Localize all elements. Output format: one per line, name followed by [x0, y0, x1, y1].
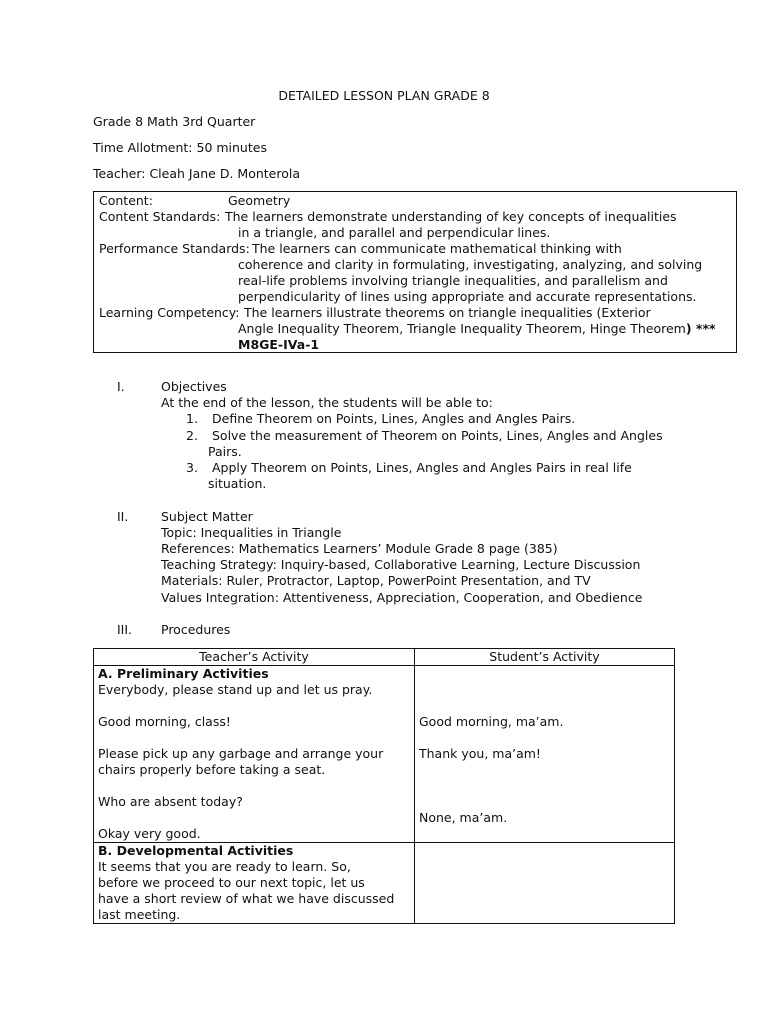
performance-label: Performance Standards: [99, 241, 250, 256]
competency-line [238, 321, 716, 337]
teacher-cell [94, 843, 415, 924]
objective-item: Solve the measurement of Theorem on Points, Lines, Angles and Angles [212, 428, 663, 443]
performance-line: coherence and clarity in formulating, investigating, analyzing, and solving [238, 257, 703, 272]
subject-references: References: Mathematics Learners’ Module Grade 8 page (385) [161, 541, 558, 556]
procedures-table [93, 648, 675, 924]
performance-line: perpendicularity of lines using appropriate and accurate representations. [238, 289, 697, 304]
student-cell [415, 666, 675, 843]
teacher-activity-header: Teacher’s Activity [94, 649, 415, 666]
teacher-line: Okay very good. [98, 826, 201, 841]
objective-item: Define Theorem on Points, Lines, Angles and Angles Pairs. [212, 411, 576, 426]
time-allotment: Time Allotment: 50 minutes [93, 140, 267, 155]
teacher-line: have a short review of what we have discussed [98, 891, 395, 906]
content-standards-line: The learners demonstrate understanding of key concepts of inequalities [225, 209, 677, 224]
objectives-heading: Objectives [161, 379, 227, 394]
performance-line: The learners can communicate mathematical thinking with [252, 241, 622, 256]
performance-line: real-life problems involving triangle inequalities, and parallelism and [238, 273, 668, 288]
objectives-intro: At the end of the lesson, the students will be able to: [161, 395, 493, 410]
student-line: Good morning, ma’am. [419, 714, 564, 729]
teacher-cell [94, 666, 415, 843]
content-value: Geometry [228, 193, 291, 208]
competency-label: Learning Competency: [99, 305, 240, 320]
table-row [94, 843, 675, 924]
student-activity-header: Student’s Activity [415, 649, 675, 666]
teacher-line: before we proceed to our next topic, let us [98, 875, 365, 890]
subject-matter-heading: Subject Matter [161, 509, 253, 524]
subject-matter-numeral: II. [117, 509, 129, 524]
procedures-numeral: III. [117, 622, 133, 637]
objective-item-cont: situation. [208, 476, 267, 491]
subject-topic: Topic: Inequalities in Triangle [161, 525, 342, 540]
procedures-heading: Procedures [161, 622, 231, 637]
content-label: Content: [99, 193, 153, 208]
teacher-line: Good morning, class! [98, 714, 231, 729]
teacher-line: last meeting. [98, 907, 181, 922]
objective-number: 2. [186, 428, 198, 443]
objective-item: Apply Theorem on Points, Lines, Angles and Angles Pairs in real life [212, 460, 632, 475]
content-standards-label: Content Standards: [99, 209, 221, 224]
teacher-line: chairs properly before taking a seat. [98, 762, 326, 777]
page-title: DETAILED LESSON PLAN GRADE 8 [278, 88, 490, 103]
competency-stars: ) *** [685, 321, 716, 336]
objectives-numeral: I. [117, 379, 125, 394]
competency-code: M8GE-IVa-1 [238, 337, 320, 352]
student-cell [415, 843, 675, 924]
student-line: Thank you, ma’am! [419, 746, 541, 761]
competency-line-text: Angle Inequality Theorem, Triangle Inequality Theorem, Hinge Theorem [238, 321, 686, 336]
teacher-line: It seems that you are ready to learn. So, [98, 859, 351, 874]
subject-values: Values Integration: Attentiveness, Appreciation, Cooperation, and Obedience [161, 590, 643, 605]
developmental-heading: B. Developmental Activities [98, 843, 294, 858]
objective-number: 1. [186, 411, 198, 426]
table-header-row [94, 649, 675, 666]
teacher-line: Everybody, please stand up and let us pray. [98, 682, 373, 697]
teacher-line: Please pick up any garbage and arrange your [98, 746, 384, 761]
subject-materials: Materials: Ruler, Protractor, Laptop, PowerPoint Presentation, and TV [161, 573, 591, 588]
student-line: None, ma’am. [419, 810, 508, 825]
teacher-line: Who are absent today? [98, 794, 243, 809]
table-row [94, 666, 675, 843]
standards-box [93, 191, 737, 353]
content-standards-line: in a triangle, and parallel and perpendicular lines. [238, 225, 551, 240]
objective-item-cont: Pairs. [208, 444, 242, 459]
grade-quarter: Grade 8 Math 3rd Quarter [93, 114, 256, 129]
objective-number: 3. [186, 460, 198, 475]
competency-line: The learners illustrate theorems on triangle inequalities (Exterior [244, 305, 651, 320]
preliminary-heading: A. Preliminary Activities [98, 666, 269, 681]
subject-strategy: Teaching Strategy: Inquiry-based, Collaborative Learning, Lecture Discussion [161, 557, 641, 572]
teacher-name: Teacher: Cleah Jane D. Monterola [93, 166, 300, 181]
